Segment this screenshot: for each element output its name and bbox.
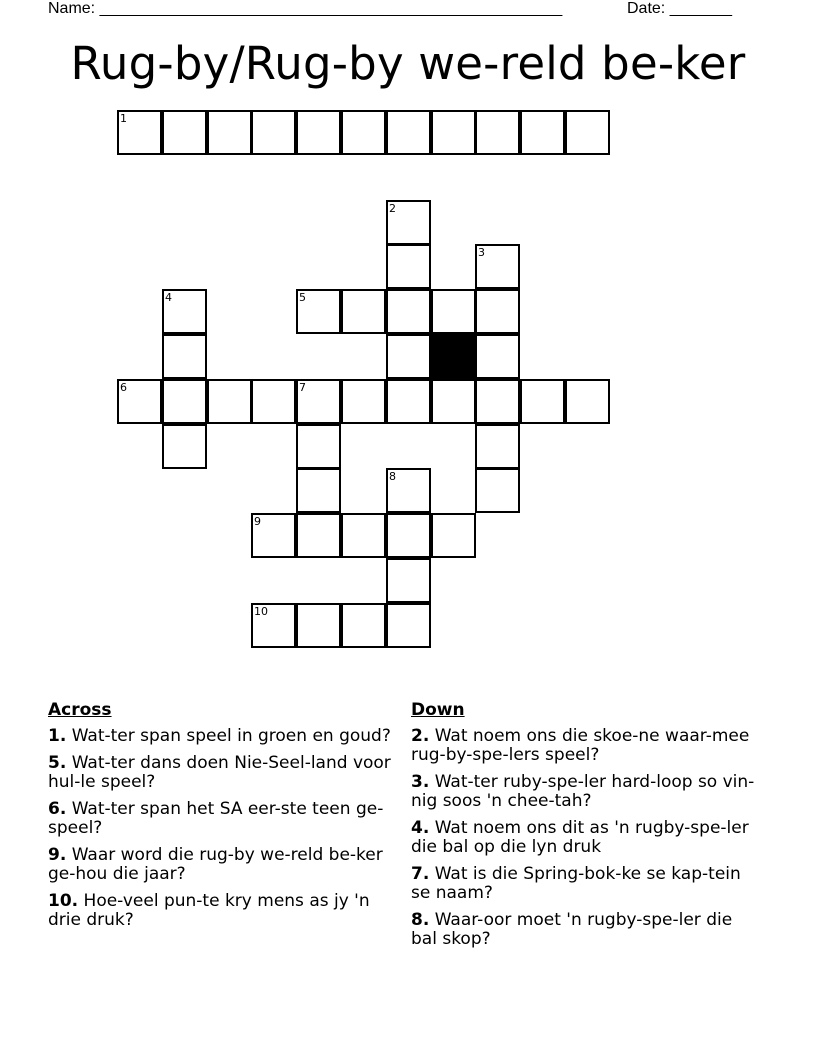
clue-text: Waar word die rug-by we-reld be-ker ge-hou die jaar? — [48, 845, 383, 884]
cell-number: 8 — [389, 470, 396, 483]
grid-cell[interactable] — [162, 110, 207, 155]
grid-cell[interactable] — [296, 110, 341, 155]
clue-number: 4. — [411, 818, 430, 838]
grid-cell[interactable] — [341, 603, 386, 648]
clue-text: Hoe-veel pun-te kry mens as jy 'n drie druk? — [48, 891, 370, 930]
down-clues — [411, 701, 756, 957]
puzzle-title: Rug-by/Rug-by we-reld be-ker — [70, 37, 746, 90]
cell-number: 3 — [478, 246, 485, 259]
clue-text: Wat is die Spring-bok-ke se kap-tein se naam? — [411, 864, 741, 903]
clue-text: Wat-ter ruby-spe-ler hard-loop so vin-nig soos 'n chee-tah? — [411, 772, 755, 811]
clue-text: Wat noem ons dit as 'n rugby-spe-ler die bal op die lyn druk — [411, 818, 749, 857]
grid-cell[interactable] — [341, 379, 386, 424]
clue-number: 7. — [411, 864, 430, 884]
grid-cell[interactable] — [431, 379, 476, 424]
cell-number: 6 — [120, 381, 127, 394]
grid-cell[interactable] — [296, 289, 341, 334]
grid-cell[interactable] — [386, 513, 431, 558]
clue-text: Wat-ter span het SA eer-ste teen ge-speel? — [48, 799, 384, 838]
clue-text: Waar-oor moet 'n rugby-spe-ler die bal skop? — [411, 910, 733, 949]
grid-cell[interactable] — [475, 289, 520, 334]
grid-cell[interactable] — [386, 289, 431, 334]
clue-number: 1. — [48, 726, 67, 746]
grid-cell[interactable] — [117, 110, 162, 155]
grid-cell[interactable] — [162, 424, 207, 469]
grid-cell[interactable] — [251, 110, 296, 155]
clue-number: 8. — [411, 910, 430, 930]
clue-number: 2. — [411, 726, 430, 746]
clue-down-4 — [411, 819, 756, 857]
grid-cell[interactable] — [431, 110, 476, 155]
clue-down-3 — [411, 773, 756, 811]
grid-cell[interactable] — [117, 379, 162, 424]
cell-number: 5 — [299, 291, 306, 304]
grid-cell[interactable] — [475, 468, 520, 513]
clue-across-1 — [48, 727, 393, 746]
clue-number: 6. — [48, 799, 67, 819]
grid-cell[interactable] — [296, 468, 341, 513]
cell-number: 2 — [389, 202, 396, 215]
grid-cell[interactable] — [296, 379, 341, 424]
grid-cell[interactable] — [162, 334, 207, 379]
clue-across-5 — [48, 754, 393, 792]
grid-cell[interactable] — [341, 110, 386, 155]
grid-cell[interactable] — [386, 244, 431, 289]
grid-cell[interactable] — [475, 334, 520, 379]
clue-across-6 — [48, 800, 393, 838]
clue-text: Wat noem ons die skoe-ne waar-mee rug-by-spe-lers speel? — [411, 726, 750, 765]
date-field[interactable]: Date: _______ — [627, 0, 732, 17]
clue-text: Wat-ter span speel in groen en goud? — [71, 726, 391, 746]
grid-cell[interactable] — [565, 110, 610, 155]
grid-cell[interactable] — [251, 513, 296, 558]
clue-across-9 — [48, 846, 393, 884]
grid-cell[interactable] — [386, 379, 431, 424]
grid-cell[interactable] — [162, 379, 207, 424]
grid-cell[interactable] — [475, 424, 520, 469]
cell-number: 7 — [299, 381, 306, 394]
cell-number: 9 — [254, 515, 261, 528]
grid-cell[interactable] — [386, 334, 431, 379]
grid-cell[interactable] — [251, 379, 296, 424]
grid-cell[interactable] — [386, 110, 431, 155]
grid-cell[interactable] — [475, 244, 520, 289]
clue-number: 3. — [411, 772, 430, 792]
grid-cell[interactable] — [386, 603, 431, 648]
grid-cell[interactable] — [475, 379, 520, 424]
grid-cell[interactable] — [431, 289, 476, 334]
grid-cell[interactable] — [386, 558, 431, 603]
cell-number: 1 — [120, 112, 127, 125]
grid-cell[interactable] — [251, 603, 296, 648]
clue-number: 9. — [48, 845, 67, 865]
cell-number: 10 — [254, 605, 268, 618]
clue-text: Wat-ter dans doen Nie-Seel-land voor hul-le speel? — [48, 753, 391, 792]
grid-cell[interactable] — [520, 379, 565, 424]
grid-cell[interactable] — [296, 513, 341, 558]
grid-cell[interactable] — [207, 379, 252, 424]
grid-cell[interactable] — [207, 110, 252, 155]
clue-across-10 — [48, 892, 393, 930]
across-clues — [48, 701, 393, 938]
grid-cell[interactable] — [386, 468, 431, 513]
grid-cell[interactable] — [565, 379, 610, 424]
grid-cell[interactable] — [341, 513, 386, 558]
across-heading: Across — [48, 700, 112, 720]
clue-down-8 — [411, 911, 756, 949]
grid-cell[interactable] — [520, 110, 565, 155]
down-heading: Down — [411, 700, 465, 720]
clue-down-7 — [411, 865, 756, 903]
cell-number: 4 — [165, 291, 172, 304]
grid-cell[interactable] — [475, 110, 520, 155]
clue-number: 10. — [48, 891, 79, 911]
grid-cell[interactable] — [296, 603, 341, 648]
grid-cell[interactable] — [386, 200, 431, 245]
clue-number: 5. — [48, 753, 67, 773]
clue-down-2 — [411, 727, 756, 765]
block-cell — [431, 334, 476, 379]
grid-cell[interactable] — [296, 424, 341, 469]
name-field[interactable]: Name: ____________________________________________________ — [48, 0, 563, 17]
grid-cell[interactable] — [162, 289, 207, 334]
grid-cell[interactable] — [431, 513, 476, 558]
grid-cell[interactable] — [341, 289, 386, 334]
